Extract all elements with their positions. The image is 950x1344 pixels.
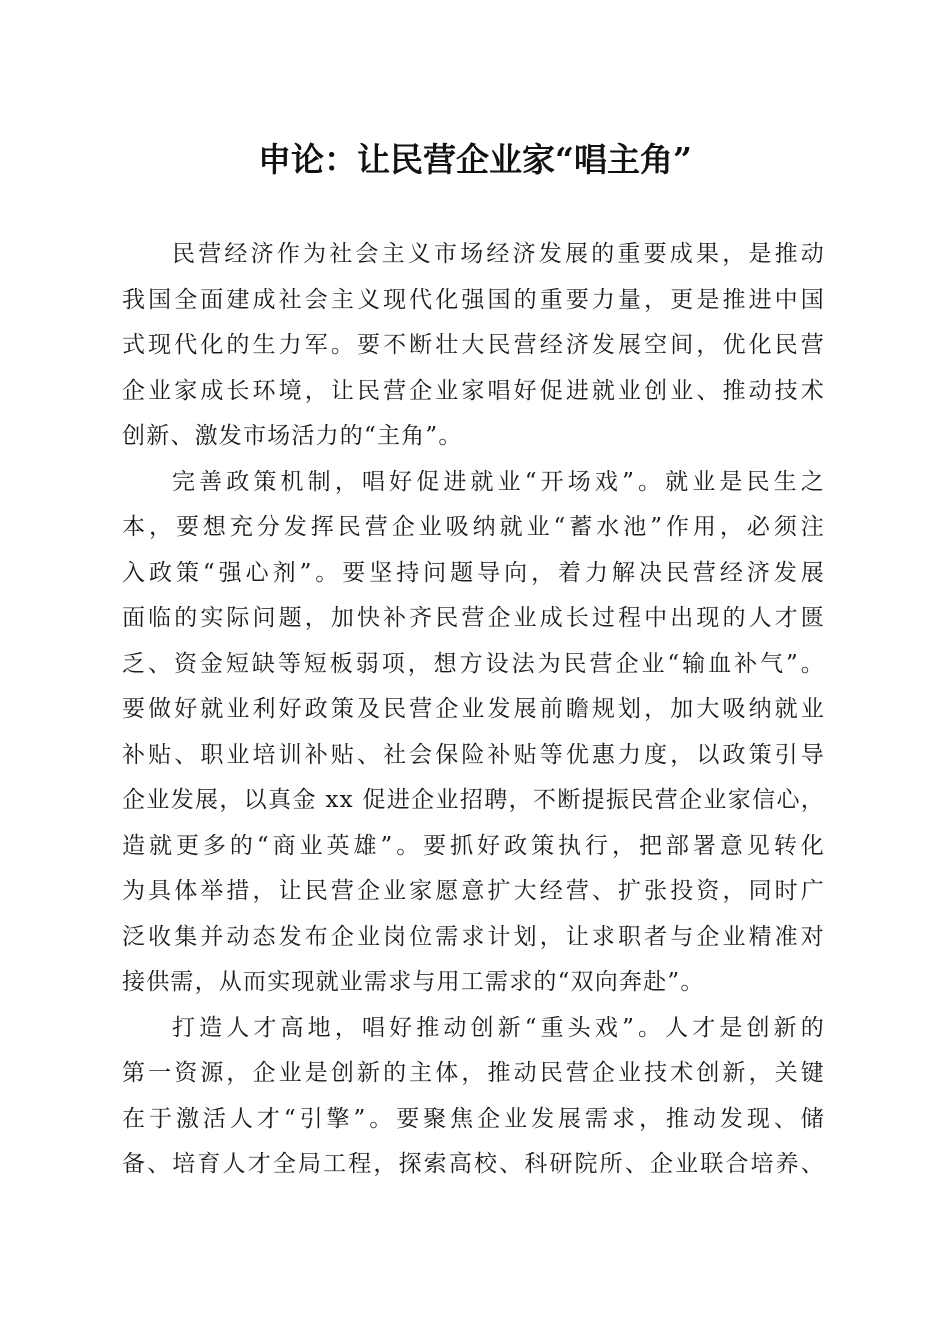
text-line: 完善政策机制，唱好促进就业“开场戏”。就业是民生之: [172, 468, 825, 495]
text-line: 企业发展，以真金 xx 促进企业招聘，不断提振民营企业家信心，: [122, 787, 825, 813]
paragraph: [122, 232, 825, 460]
document-title: 申论：让民营企业家“唱主角”: [258, 140, 692, 179]
text-line: 面临的实际问题，加快补齐民营企业成长过程中出现的人才匮: [122, 605, 825, 631]
text-line: 备、培育人才全局工程，探索高校、科研院所、企业联合培养、: [122, 1151, 825, 1177]
text-line: 打造人才高地，唱好推动创新“重头戏”。人才是创新的: [172, 1014, 825, 1041]
text-line: 式现代化的生力军。要不断壮大民营经济发展空间，优化民营: [122, 332, 825, 358]
text-line: 入政策“强心剂”。要坚持问题导向，着力解决民营经济发展: [122, 559, 825, 586]
text-line: 第一资源，企业是创新的主体，推动民营企业技术创新，关键: [122, 1060, 825, 1086]
document-body: [122, 232, 825, 1188]
text-line: 本，要想充分发挥民营企业吸纳就业“蓄水池”作用，必须注: [122, 514, 825, 540]
paragraph: [122, 1006, 825, 1188]
text-line: 企业家成长环境，让民营企业家唱好促进就业创业、推动技术: [122, 377, 825, 404]
text-line: 接供需，从而实现就业需求与用工需求的“双向奔赴”。: [122, 969, 705, 995]
text-line: 要做好就业利好政策及民营企业发展前瞻规划，加大吸纳就业: [122, 696, 825, 722]
text-line: 乏、资金短缺等短板弱项，想方设法为民营企业“输血补气”。: [122, 650, 825, 677]
text-line: 造就更多的“商业英雄”。要抓好政策执行，把部署意见转化: [122, 832, 825, 859]
text-line: 创新、激发市场活力的“主角”。: [122, 423, 463, 449]
paragraph: [122, 460, 825, 1006]
text-line: 补贴、职业培训补贴、社会保险补贴等优惠力度，以政策引导: [122, 741, 825, 768]
text-line: 我国全面建成社会主义现代化强国的重要力量，更是推进中国: [122, 286, 825, 313]
text-line: 在于激活人才“引擎”。要聚焦企业发展需求，推动发现、储: [122, 1105, 825, 1132]
text-line: 为具体举措，让民营企业家愿意扩大经营、扩张投资，同时广: [122, 878, 825, 904]
text-line: 民营经济作为社会主义市场经济发展的重要成果，是推动: [172, 241, 825, 267]
text-line: 泛收集并动态发布企业岗位需求计划，让求职者与企业精准对: [122, 923, 825, 950]
